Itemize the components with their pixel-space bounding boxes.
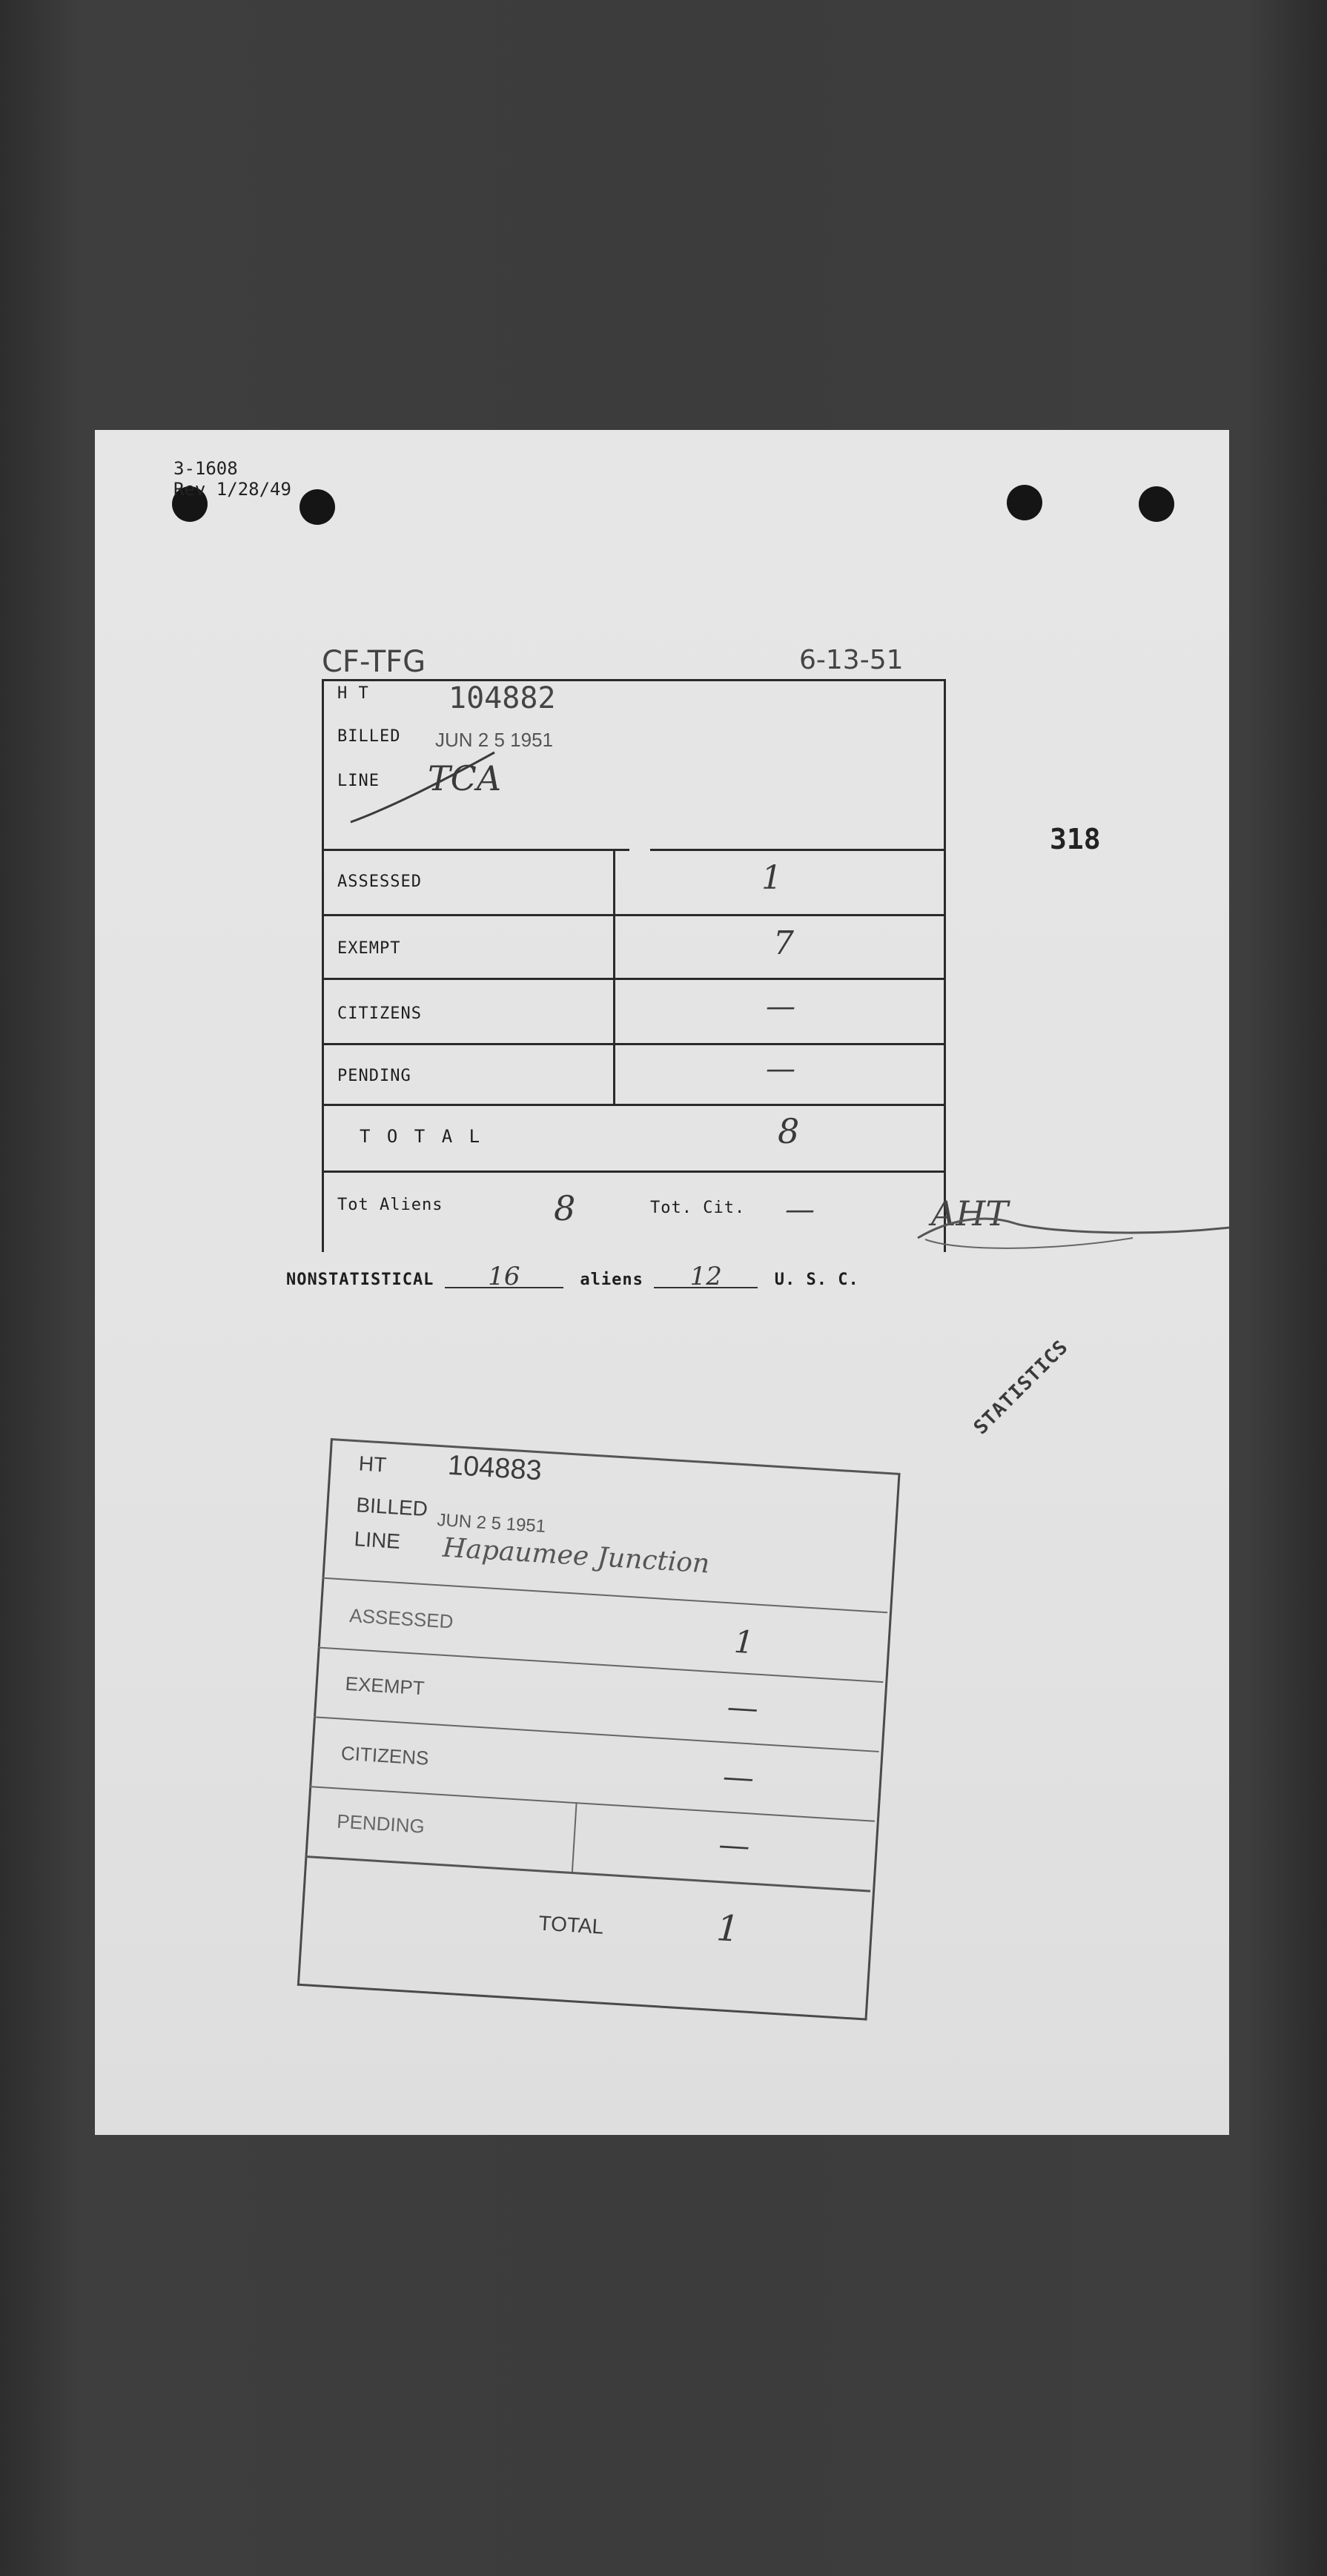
ht-label: H T [337,684,369,703]
rule-header [324,849,629,851]
card2-row-label-assessed: ASSESSED [348,1604,454,1633]
tally-card-2 [297,1438,901,2021]
card2-ht-number: 104883 [446,1449,543,1487]
initials-flourish [910,1193,1237,1253]
tot-aliens-label: Tot Aliens [337,1196,443,1214]
nonstatistical-label: NONSTATISTICAL [286,1271,434,1289]
date-note: 6-13-51 [799,645,904,675]
line-label: LINE [337,772,380,790]
rule-2 [324,978,944,980]
card2-billed-date: JUN 2 5 1951 [436,1509,546,1537]
tot-cit-label: Tot. Cit. [650,1199,746,1217]
billed-date-stamp: JUN 2 5 1951 [435,729,553,751]
statistics-stamp: STATISTICS [970,1336,1073,1440]
document-sheet [95,430,1229,2135]
row-value-assessed: 1 [761,859,782,897]
line-value: TCA [428,758,502,798]
rule-1 [324,914,944,916]
binder-hole-2 [300,489,335,525]
card2-ht-label: HT [358,1451,388,1477]
nonstatistical-line [286,1262,859,1291]
card2-row-label-citizens: CITIZENS [340,1741,430,1769]
total-label: T O T A L [360,1126,483,1147]
rule-4 [324,1104,944,1106]
row-value-pending: — [766,1052,795,1086]
tot-aliens-value: 8 [554,1188,576,1228]
rule-header-right [650,849,944,851]
nonstat-usc-label: U. S. C. [774,1271,859,1289]
line-strike-mark [346,748,524,830]
card2-row-value-citizens: — [721,1758,755,1796]
binder-hole-3 [1007,485,1042,520]
rule-3 [324,1043,944,1045]
row-value-citizens: — [766,990,795,1024]
card2-line-label: LINE [353,1527,401,1553]
row-label-assessed: ASSESSED [337,873,422,891]
row-label-pending: PENDING [337,1067,411,1085]
card2-row-label-pending: PENDING [336,1810,426,1838]
card2-line-value: Hapaumee Junction [441,1532,711,1580]
page-number: 318 [1050,823,1101,855]
binder-hole-4 [1139,486,1174,522]
tally-card-1 [322,679,946,1252]
card2-row-label-exempt: EXEMPT [344,1672,426,1700]
row-label-exempt: EXEMPT [337,939,401,958]
row-value-exempt: 7 [773,924,794,962]
card2-billed-label: BILLED [355,1493,428,1521]
nonstat-usc-value: 12 [654,1266,758,1288]
form-code-block [173,458,291,500]
initials-signature: AHT [931,1193,1009,1234]
card2-row-value-pending: — [718,1826,751,1864]
card2-row-value-exempt: — [726,1688,760,1726]
nonstat-aliens-label: aliens [580,1271,643,1289]
form-revision: Rev 1/28/49 [173,479,291,500]
tot-cit-value: — [785,1193,815,1227]
form-code: 3-1608 [173,458,238,479]
ht-number: 104882 [449,681,556,715]
total-value: 8 [778,1111,800,1151]
row-label-citizens: CITIZENS [337,1004,422,1023]
card2-total-label: TOTAL [537,1911,605,1938]
card2-row-value-assessed: 1 [732,1623,755,1661]
top-left-note: CF-TFG [322,645,426,679]
card2-total-value: 1 [715,1907,741,1950]
column-divider [613,849,615,1104]
nonstat-aliens-value: 16 [445,1266,563,1288]
rule-5 [324,1171,944,1173]
billed-label: BILLED [337,727,401,746]
